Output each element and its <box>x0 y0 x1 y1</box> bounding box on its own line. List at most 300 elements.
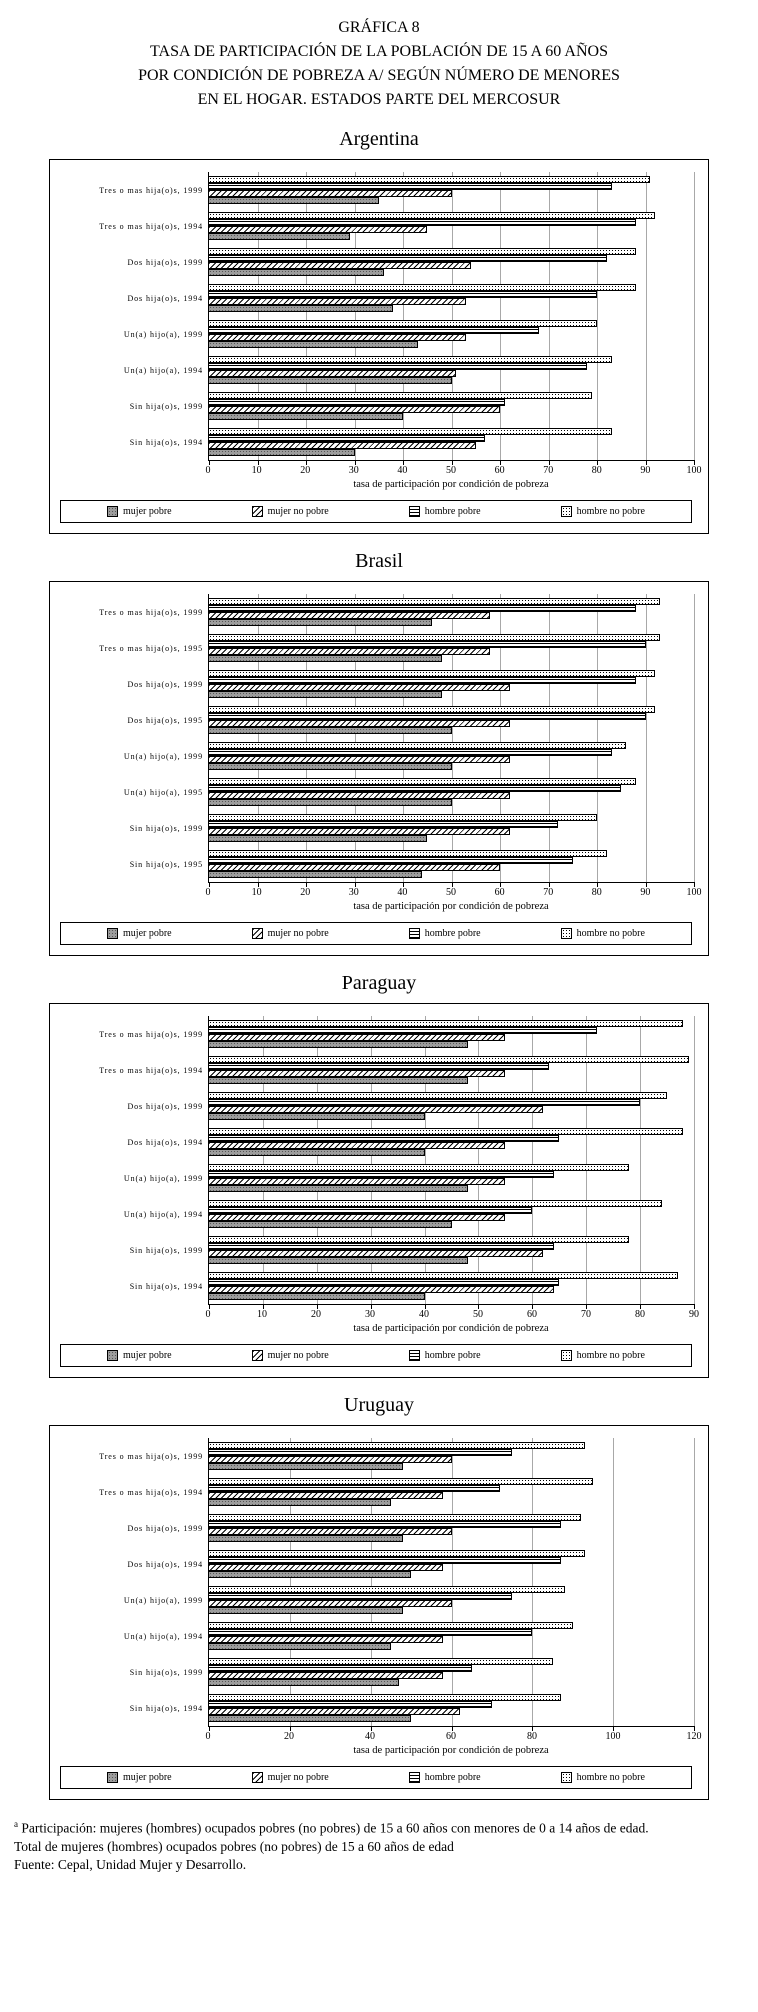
legend <box>60 1766 692 1789</box>
bar-group <box>209 1690 694 1726</box>
bar-group <box>209 702 694 738</box>
bar-hombre-pobre <box>209 857 573 864</box>
bar-mujer-no-pobre <box>209 370 456 377</box>
bar-hombre-pobre <box>209 1135 559 1142</box>
bar-group <box>209 1124 694 1160</box>
legend-label: mujer no pobre <box>267 928 329 939</box>
bar-hombre-no-pobre <box>209 1092 667 1099</box>
category-label: Dos hija(o)s, 1994 <box>127 1137 203 1147</box>
bar-mujer-no-pobre <box>209 720 510 727</box>
bar-mujer-no-pobre <box>209 1286 554 1293</box>
legend-swatch-icon <box>409 1772 420 1783</box>
bar-mujer-no-pobre <box>209 442 476 449</box>
bar-group <box>209 352 694 388</box>
bar-hombre-pobre <box>209 363 587 370</box>
bar-mujer-no-pobre <box>209 190 452 197</box>
legend-swatch-icon <box>409 1350 420 1361</box>
bar-group <box>209 1654 694 1690</box>
bar-group <box>209 1268 694 1304</box>
bar-group <box>209 424 694 460</box>
bar-mujer-no-pobre <box>209 406 500 413</box>
y-axis-category-labels <box>58 594 208 883</box>
legend-item-mujer-no-pobre <box>252 1772 329 1783</box>
legend-item-hombre-pobre <box>409 506 481 517</box>
category-label: Sin hija(o)s, 1999 <box>129 823 203 833</box>
category-label: Dos hija(o)s, 1999 <box>127 679 203 689</box>
x-tick-label: 40 <box>419 1309 429 1320</box>
x-tick-label: 50 <box>473 1309 483 1320</box>
chart-section-uruguay <box>14 1394 744 1800</box>
bar-mujer-pobre <box>209 619 432 626</box>
category-label: Tres o mas hija(o)s, 1999 <box>99 607 203 617</box>
bar-mujer-pobre <box>209 1221 452 1228</box>
bar-mujer-no-pobre <box>209 1070 505 1077</box>
bar-hombre-no-pobre <box>209 1658 553 1665</box>
bar-hombre-pobre <box>209 1701 492 1708</box>
legend-item-mujer-pobre <box>107 506 172 517</box>
bar-hombre-no-pobre <box>209 1586 565 1593</box>
y-axis-category-labels <box>58 1016 208 1305</box>
bar-group <box>209 1438 694 1474</box>
x-tick-label: 10 <box>251 887 262 898</box>
bar-mujer-no-pobre <box>209 1142 505 1149</box>
bar-hombre-no-pobre <box>209 634 660 641</box>
bar-hombre-pobre <box>209 1449 512 1456</box>
bar-group <box>209 172 694 208</box>
bar-mujer-no-pobre <box>209 1178 505 1185</box>
doc-title-line-2: TASA DE PARTICIPACIÓN DE LA POBLACIÓN DE 15 A 60 AÑOS <box>150 43 608 60</box>
bar-group <box>209 1582 694 1618</box>
legend-label: mujer pobre <box>123 1350 172 1361</box>
bar-hombre-no-pobre <box>209 284 636 291</box>
bar-mujer-pobre <box>209 305 393 312</box>
bar-mujer-pobre <box>209 1113 425 1120</box>
bar-mujer-pobre <box>209 1607 403 1614</box>
legend-swatch-icon <box>107 1772 118 1783</box>
bar-hombre-pobre <box>209 1485 500 1492</box>
category-label: Un(a) hijo(a), 1999 <box>123 1173 203 1183</box>
bar-mujer-no-pobre <box>209 1106 543 1113</box>
x-tick-label: 100 <box>686 465 702 476</box>
gridline <box>694 1016 695 1304</box>
category-label: Sin hija(o)s, 1995 <box>129 859 203 869</box>
legend <box>60 922 692 945</box>
bar-mujer-no-pobre <box>209 1600 452 1607</box>
x-tick-label: 90 <box>640 465 651 476</box>
legend-swatch-icon <box>252 928 263 939</box>
legend-swatch-icon <box>107 506 118 517</box>
category-label: Un(a) hijo(a), 1999 <box>123 751 203 761</box>
category-label: Tres o mas hija(o)s, 1994 <box>99 1487 203 1497</box>
legend-label: hombre no pobre <box>576 506 645 517</box>
bar-mujer-pobre <box>209 377 452 384</box>
legend-swatch-icon <box>561 1772 572 1783</box>
category-label: Un(a) hijo(a), 1999 <box>123 1595 203 1605</box>
bar-mujer-pobre <box>209 691 442 698</box>
bar-hombre-pobre <box>209 1243 554 1250</box>
chart-section-paraguay <box>14 972 744 1378</box>
bar-mujer-no-pobre <box>209 1564 443 1571</box>
legend-item-hombre-no-pobre <box>561 1350 645 1361</box>
legend-swatch-icon <box>252 1350 263 1361</box>
bar-hombre-pobre <box>209 713 646 720</box>
bar-mujer-no-pobre <box>209 1250 543 1257</box>
bar-hombre-pobre <box>209 1521 561 1528</box>
bar-mujer-pobre <box>209 1149 425 1156</box>
x-tick-label: 90 <box>689 1309 699 1320</box>
x-tick-label: 0 <box>205 465 211 476</box>
bar-hombre-pobre <box>209 1207 532 1214</box>
bar-hombre-no-pobre <box>209 1200 662 1207</box>
x-tick-label: 60 <box>446 1731 456 1742</box>
x-tick-label: 120 <box>686 1731 702 1742</box>
x-tick-label: 20 <box>300 887 311 898</box>
bar-group <box>209 1232 694 1268</box>
bar-group <box>209 810 694 846</box>
x-tick-label: 30 <box>348 887 359 898</box>
legend-label: hombre no pobre <box>576 928 645 939</box>
legend-swatch-icon <box>561 506 572 517</box>
legend-label: hombre no pobre <box>576 1350 645 1361</box>
legend-label: hombre pobre <box>424 1350 481 1361</box>
legend-item-mujer-no-pobre <box>252 1350 329 1361</box>
y-axis-category-labels <box>58 172 208 461</box>
legend-item-hombre-pobre <box>409 1350 481 1361</box>
bar-hombre-no-pobre <box>209 1020 683 1027</box>
bar-hombre-no-pobre <box>209 320 597 327</box>
x-tick-label: 20 <box>283 1731 294 1742</box>
legend-label: mujer pobre <box>123 928 172 939</box>
category-label: Dos hija(o)s, 1995 <box>127 715 203 725</box>
bar-mujer-pobre <box>209 269 384 276</box>
bar-mujer-pobre <box>209 1571 411 1578</box>
category-label: Un(a) hijo(a), 1994 <box>123 365 203 375</box>
y-axis-category-labels <box>58 1438 208 1727</box>
gridline <box>694 172 695 460</box>
bar-group <box>209 1016 694 1052</box>
chart-section-argentina <box>14 128 744 534</box>
legend-item-mujer-no-pobre <box>252 506 329 517</box>
bar-mujer-no-pobre <box>209 792 510 799</box>
legend <box>60 1344 692 1367</box>
bar-group <box>209 630 694 666</box>
bar-hombre-pobre <box>209 1593 512 1600</box>
bar-hombre-no-pobre <box>209 428 612 435</box>
doc-title-line-3: POR CONDICIÓN DE POBREZA A/ SEGÚN NÚMERO DE MENORES <box>138 67 620 84</box>
bar-hombre-pobre <box>209 1027 597 1034</box>
bar-mujer-pobre <box>209 1499 391 1506</box>
x-axis-ticks <box>205 883 702 899</box>
bar-hombre-pobre <box>209 1099 640 1106</box>
bar-group <box>209 1474 694 1510</box>
category-label: Un(a) hijo(a), 1994 <box>123 1631 203 1641</box>
bar-mujer-pobre <box>209 449 355 456</box>
x-tick-label: 40 <box>397 887 408 898</box>
legend-item-hombre-no-pobre <box>561 506 645 517</box>
bar-hombre-pobre <box>209 399 505 406</box>
x-tick-label: 10 <box>257 1309 267 1320</box>
category-label: Dos hija(o)s, 1999 <box>127 1101 203 1111</box>
bar-hombre-pobre <box>209 1063 549 1070</box>
bar-group <box>209 1088 694 1124</box>
footnote-source: Fuente: Cepal, Unidad Mujer y Desarrollo. <box>14 1856 247 1872</box>
x-axis-ticks <box>205 461 702 477</box>
x-axis-label: tasa de participación por condición de pobreza <box>353 901 549 912</box>
bar-hombre-pobre <box>209 605 636 612</box>
bar-mujer-no-pobre <box>209 226 427 233</box>
chart-box <box>49 581 709 956</box>
bar-hombre-pobre <box>209 1279 559 1286</box>
category-label: Tres o mas hija(o)s, 1995 <box>99 643 203 653</box>
legend-label: hombre pobre <box>424 1772 481 1783</box>
x-axis-label: tasa de participación por condición de pobreza <box>353 1323 549 1334</box>
bar-hombre-no-pobre <box>209 1622 573 1629</box>
bar-group <box>209 594 694 630</box>
x-tick-label: 100 <box>605 1731 621 1742</box>
bar-group <box>209 846 694 882</box>
legend-item-mujer-pobre <box>107 1772 172 1783</box>
bar-group <box>209 388 694 424</box>
bar-hombre-pobre <box>209 677 636 684</box>
category-label: Tres o mas hija(o)s, 1999 <box>99 1451 203 1461</box>
doc-title <box>14 16 744 112</box>
bar-mujer-pobre <box>209 1293 425 1300</box>
bar-mujer-no-pobre <box>209 864 500 871</box>
bar-mujer-no-pobre <box>209 1034 505 1041</box>
bar-hombre-pobre <box>209 183 612 190</box>
category-label: Sin hija(o)s, 1994 <box>129 437 203 447</box>
chart-title: Brasil <box>355 550 403 572</box>
chart-title: Uruguay <box>344 1394 414 1416</box>
bar-mujer-no-pobre <box>209 648 490 655</box>
category-label: Un(a) hijo(a), 1995 <box>123 787 203 797</box>
bar-hombre-pobre <box>209 1629 532 1636</box>
category-label: Sin hija(o)s, 1999 <box>129 1245 203 1255</box>
bar-group <box>209 1160 694 1196</box>
legend-swatch-icon <box>252 506 263 517</box>
bar-mujer-no-pobre <box>209 1672 443 1679</box>
bar-hombre-no-pobre <box>209 778 636 785</box>
footnotes <box>14 1818 744 1874</box>
plot-area <box>208 1016 694 1305</box>
x-tick-label: 50 <box>446 465 456 476</box>
legend-swatch-icon <box>409 928 420 939</box>
bar-hombre-no-pobre <box>209 356 612 363</box>
bar-group <box>209 1510 694 1546</box>
bar-hombre-no-pobre <box>209 598 660 605</box>
bar-group <box>209 208 694 244</box>
bar-hombre-no-pobre <box>209 248 636 255</box>
bar-hombre-no-pobre <box>209 1164 629 1171</box>
legend-label: mujer pobre <box>123 506 172 517</box>
bar-mujer-no-pobre <box>209 1636 443 1643</box>
bar-hombre-no-pobre <box>209 1442 585 1449</box>
bar-mujer-no-pobre <box>209 1214 505 1221</box>
bar-hombre-pobre <box>209 641 646 648</box>
bar-hombre-pobre <box>209 785 621 792</box>
bar-mujer-pobre <box>209 413 403 420</box>
legend-swatch-icon <box>107 928 118 939</box>
footnote-a-marker: a <box>14 1819 18 1829</box>
bar-mujer-pobre <box>209 727 452 734</box>
bar-hombre-pobre <box>209 435 485 442</box>
category-label: Dos hija(o)s, 1999 <box>127 257 203 267</box>
category-label: Dos hija(o)s, 1999 <box>127 1523 203 1533</box>
bar-mujer-pobre <box>209 799 452 806</box>
legend-swatch-icon <box>252 1772 263 1783</box>
bar-hombre-no-pobre <box>209 742 626 749</box>
bar-mujer-pobre <box>209 1041 468 1048</box>
legend-label: mujer no pobre <box>267 1772 329 1783</box>
bar-mujer-no-pobre <box>209 1528 452 1535</box>
category-label: Sin hija(o)s, 1999 <box>129 1667 203 1677</box>
chart-box <box>49 1425 709 1800</box>
gridline <box>694 594 695 882</box>
bar-hombre-pobre <box>209 1171 554 1178</box>
plot-area <box>208 1438 694 1727</box>
x-tick-label: 80 <box>591 887 602 898</box>
legend-item-mujer-pobre <box>107 928 172 939</box>
category-label: Sin hija(o)s, 1999 <box>129 401 203 411</box>
legend-swatch-icon <box>561 928 572 939</box>
bar-hombre-no-pobre <box>209 1236 629 1243</box>
charts-container <box>14 128 744 1800</box>
legend-label: hombre pobre <box>424 506 481 517</box>
x-tick-label: 0 <box>205 1309 211 1320</box>
category-label: Tres o mas hija(o)s, 1994 <box>99 1065 203 1075</box>
legend-item-hombre-pobre <box>409 928 481 939</box>
x-tick-label: 20 <box>300 465 311 476</box>
doc-title-line-1: GRÁFICA 8 <box>338 19 420 36</box>
doc-title-line-4: EN EL HOGAR. ESTADOS PARTE DEL MERCOSUR <box>197 91 561 108</box>
x-tick-label: 50 <box>446 887 456 898</box>
bar-mujer-pobre <box>209 1077 468 1084</box>
bar-mujer-no-pobre <box>209 1708 460 1715</box>
bar-mujer-pobre <box>209 197 379 204</box>
bar-group <box>209 244 694 280</box>
category-label: Tres o mas hija(o)s, 1999 <box>99 185 203 195</box>
x-tick-label: 0 <box>205 1731 211 1742</box>
bar-hombre-pobre <box>209 821 558 828</box>
bar-mujer-no-pobre <box>209 1456 452 1463</box>
bar-hombre-pobre <box>209 255 607 262</box>
bar-mujer-pobre <box>209 655 442 662</box>
bar-hombre-pobre <box>209 219 636 226</box>
bar-hombre-no-pobre <box>209 814 597 821</box>
bar-mujer-pobre <box>209 1679 399 1686</box>
bar-hombre-no-pobre <box>209 1272 678 1279</box>
legend-item-hombre-no-pobre <box>561 928 645 939</box>
bar-mujer-pobre <box>209 1185 468 1192</box>
category-label: Tres o mas hija(o)s, 1994 <box>99 221 203 231</box>
bar-hombre-no-pobre <box>209 176 650 183</box>
bar-group <box>209 1052 694 1088</box>
bar-hombre-no-pobre <box>209 1550 585 1557</box>
category-label: Sin hija(o)s, 1994 <box>129 1281 203 1291</box>
bar-hombre-no-pobre <box>209 670 655 677</box>
x-tick-label: 20 <box>311 1309 321 1320</box>
plot-area <box>208 594 694 883</box>
bar-mujer-pobre <box>209 1643 391 1650</box>
legend <box>60 500 692 523</box>
footnote-a-text: Participación: mujeres (hombres) ocupados pobres (no pobres) de 15 a 60 años con menores de 0 a 14 años de edad. <box>21 1820 649 1836</box>
chart-title: Paraguay <box>341 972 417 994</box>
bar-group <box>209 738 694 774</box>
x-tick-label: 80 <box>591 465 602 476</box>
legend-label: hombre no pobre <box>576 1772 645 1783</box>
category-label: Un(a) hijo(a), 1994 <box>123 1209 203 1219</box>
bar-hombre-no-pobre <box>209 1056 689 1063</box>
bar-mujer-pobre <box>209 871 422 878</box>
x-tick-label: 60 <box>494 465 505 476</box>
category-label: Un(a) hijo(a), 1999 <box>123 329 203 339</box>
x-tick-label: 60 <box>494 887 505 898</box>
x-tick-label: 40 <box>364 1731 375 1742</box>
legend-item-mujer-no-pobre <box>252 928 329 939</box>
x-tick-label: 30 <box>348 465 359 476</box>
x-tick-label: 0 <box>205 887 211 898</box>
x-tick-label: 10 <box>251 465 262 476</box>
bar-hombre-no-pobre <box>209 1128 683 1135</box>
bar-mujer-pobre <box>209 1715 411 1722</box>
legend-label: mujer pobre <box>123 1772 172 1783</box>
chart-box <box>49 159 709 534</box>
x-tick-label: 90 <box>640 887 651 898</box>
bar-mujer-pobre <box>209 1257 468 1264</box>
x-axis-label: tasa de participación por condición de pobreza <box>353 479 549 490</box>
footnote-total: Total de mujeres (hombres) ocupados pobres (no pobres) de 15 a 60 años de edad <box>14 1838 454 1854</box>
legend-item-hombre-pobre <box>409 1772 481 1783</box>
bar-mujer-pobre <box>209 1463 403 1470</box>
x-tick-label: 80 <box>526 1731 537 1742</box>
x-tick-label: 30 <box>364 1309 375 1320</box>
bar-mujer-pobre <box>209 233 350 240</box>
x-tick-label: 100 <box>686 887 702 898</box>
bar-group <box>209 280 694 316</box>
bar-group <box>209 666 694 702</box>
bar-mujer-no-pobre <box>209 612 490 619</box>
plot-area <box>208 172 694 461</box>
x-tick-label: 60 <box>526 1309 537 1320</box>
bar-group <box>209 316 694 352</box>
legend-item-mujer-pobre <box>107 1350 172 1361</box>
bar-mujer-no-pobre <box>209 262 471 269</box>
x-tick-label: 80 <box>635 1309 645 1320</box>
bar-hombre-no-pobre <box>209 1478 593 1485</box>
legend-swatch-icon <box>107 1350 118 1361</box>
bar-mujer-pobre <box>209 763 452 770</box>
footnote-a <box>14 1818 744 1838</box>
bar-mujer-pobre <box>209 1535 403 1542</box>
bar-hombre-pobre <box>209 291 597 298</box>
chart-title: Argentina <box>339 128 419 150</box>
bar-mujer-no-pobre <box>209 684 510 691</box>
x-axis-label: tasa de participación por condición de pobreza <box>353 1745 549 1756</box>
x-axis-ticks <box>205 1727 702 1743</box>
x-tick-label: 70 <box>543 465 554 476</box>
bar-hombre-pobre <box>209 327 539 334</box>
category-label: Sin hija(o)s, 1994 <box>129 1703 203 1713</box>
x-tick-label: 70 <box>581 1309 591 1320</box>
bar-mujer-pobre <box>209 835 427 842</box>
bar-hombre-no-pobre <box>209 392 592 399</box>
bar-hombre-pobre <box>209 749 612 756</box>
bar-mujer-no-pobre <box>209 756 510 763</box>
legend-swatch-icon <box>561 1350 572 1361</box>
bar-mujer-no-pobre <box>209 828 510 835</box>
bar-hombre-no-pobre <box>209 1694 561 1701</box>
bar-group <box>209 1196 694 1232</box>
